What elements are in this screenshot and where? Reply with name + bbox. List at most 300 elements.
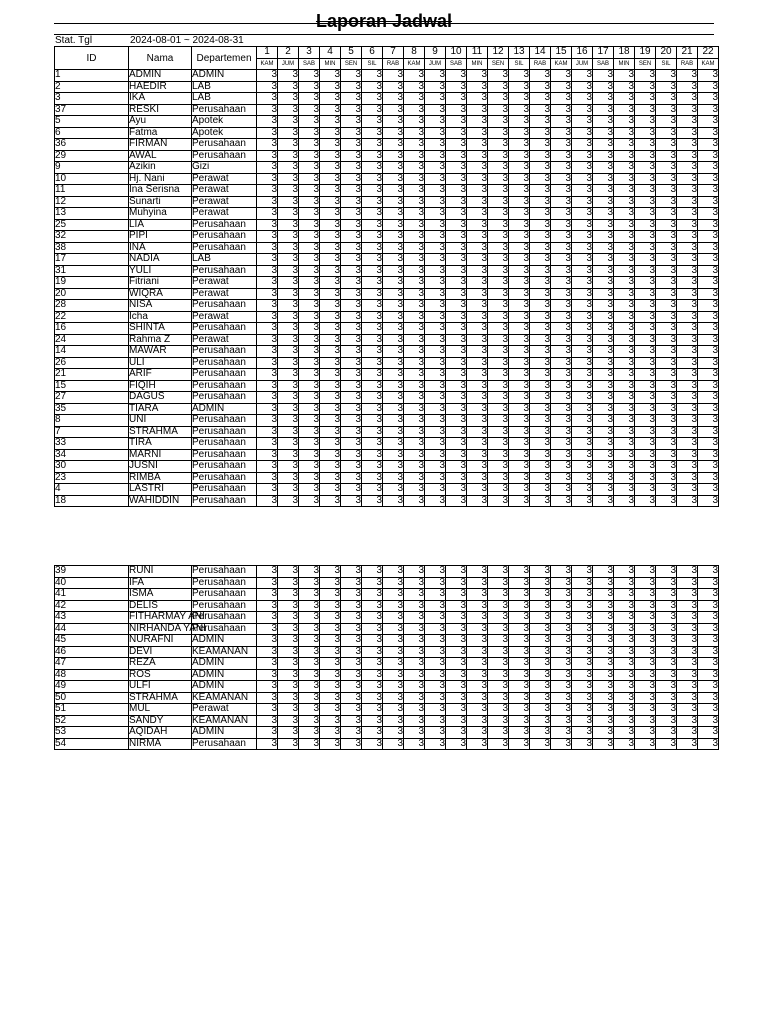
weekday-header: KAM <box>404 58 425 70</box>
shift-cell: 3 <box>698 116 719 128</box>
shift-cell: 3 <box>299 173 320 185</box>
table-row <box>55 346 719 358</box>
shift-cell: 3 <box>509 392 530 404</box>
shift-cell: 3 <box>299 715 320 727</box>
shift-cell: 3 <box>278 727 299 739</box>
shift-cell: 3 <box>320 612 341 624</box>
shift-cell: 3 <box>656 208 677 220</box>
shift-cell: 3 <box>362 669 383 681</box>
shift-cell: 3 <box>446 715 467 727</box>
department-cell: Perusahaan <box>192 589 257 601</box>
shift-cell: 3 <box>320 231 341 243</box>
department-cell: Perusahaan <box>192 612 257 624</box>
shift-cell: 3 <box>656 116 677 128</box>
shift-cell: 3 <box>677 162 698 174</box>
shift-cell: 3 <box>677 403 698 415</box>
shift-cell: 3 <box>320 300 341 312</box>
shift-cell: 3 <box>299 162 320 174</box>
shift-cell: 3 <box>341 139 362 151</box>
shift-cell: 3 <box>656 738 677 750</box>
shift-cell: 3 <box>320 219 341 231</box>
department-cell: Perusahaan <box>192 104 257 116</box>
shift-cell: 3 <box>698 357 719 369</box>
employee-name-cell: DEVI <box>129 646 192 658</box>
shift-cell: 3 <box>635 623 656 635</box>
table-row <box>55 288 719 300</box>
department-cell: KEAMANAN <box>192 715 257 727</box>
shift-cell: 3 <box>551 357 572 369</box>
shift-cell: 3 <box>467 219 488 231</box>
shift-cell: 3 <box>677 116 698 128</box>
shift-cell: 3 <box>467 403 488 415</box>
shift-cell: 3 <box>278 403 299 415</box>
shift-cell: 3 <box>341 612 362 624</box>
shift-cell: 3 <box>341 738 362 750</box>
employee-id-cell: 16 <box>55 323 129 335</box>
shift-cell: 3 <box>383 300 404 312</box>
shift-cell: 3 <box>656 484 677 496</box>
shift-cell: 3 <box>488 116 509 128</box>
shift-cell: 3 <box>320 346 341 358</box>
shift-cell: 3 <box>635 127 656 139</box>
shift-cell: 3 <box>362 727 383 739</box>
department-cell: Perusahaan <box>192 139 257 151</box>
shift-cell: 3 <box>530 81 551 93</box>
day-number-header: 19 <box>635 47 656 59</box>
shift-cell: 3 <box>299 116 320 128</box>
shift-cell: 3 <box>362 715 383 727</box>
shift-cell: 3 <box>530 472 551 484</box>
shift-cell: 3 <box>488 646 509 658</box>
shift-cell: 3 <box>425 357 446 369</box>
table-row <box>55 415 719 427</box>
shift-cell: 3 <box>467 658 488 670</box>
shift-cell: 3 <box>467 162 488 174</box>
shift-cell: 3 <box>572 81 593 93</box>
table-row <box>55 116 719 128</box>
shift-cell: 3 <box>446 254 467 266</box>
shift-cell: 3 <box>362 380 383 392</box>
shift-cell: 3 <box>530 185 551 197</box>
shift-cell: 3 <box>509 231 530 243</box>
shift-cell: 3 <box>614 646 635 658</box>
shift-cell: 3 <box>530 208 551 220</box>
shift-cell: 3 <box>404 472 425 484</box>
shift-cell: 3 <box>698 472 719 484</box>
table-row <box>55 566 719 578</box>
day-number-header: 20 <box>656 47 677 59</box>
shift-cell: 3 <box>257 196 278 208</box>
shift-cell: 3 <box>362 392 383 404</box>
shift-cell: 3 <box>278 704 299 716</box>
employee-id-cell: 15 <box>55 380 129 392</box>
shift-cell: 3 <box>257 727 278 739</box>
shift-cell: 3 <box>593 323 614 335</box>
shift-cell: 3 <box>530 577 551 589</box>
shift-cell: 3 <box>257 323 278 335</box>
day-number-header: 18 <box>614 47 635 59</box>
shift-cell: 3 <box>530 623 551 635</box>
employee-id-cell: 28 <box>55 300 129 312</box>
shift-cell: 3 <box>593 692 614 704</box>
period-label: Stat. Tgl <box>55 35 93 46</box>
shift-cell: 3 <box>299 692 320 704</box>
employee-id-cell: 43 <box>55 612 129 624</box>
shift-cell: 3 <box>614 623 635 635</box>
shift-cell: 3 <box>572 357 593 369</box>
shift-cell: 3 <box>530 116 551 128</box>
shift-cell: 3 <box>446 589 467 601</box>
shift-cell: 3 <box>341 265 362 277</box>
shift-cell: 3 <box>362 449 383 461</box>
shift-cell: 3 <box>341 392 362 404</box>
shift-cell: 3 <box>593 288 614 300</box>
shift-cell: 3 <box>299 369 320 381</box>
shift-cell: 3 <box>446 612 467 624</box>
shift-cell: 3 <box>257 219 278 231</box>
shift-cell: 3 <box>383 681 404 693</box>
weekday-header: SEN <box>341 58 362 70</box>
table-row <box>55 219 719 231</box>
shift-cell: 3 <box>698 288 719 300</box>
shift-cell: 3 <box>509 185 530 197</box>
shift-cell: 3 <box>677 426 698 438</box>
day-number-header: 11 <box>467 47 488 59</box>
shift-cell: 3 <box>593 334 614 346</box>
shift-cell: 3 <box>299 484 320 496</box>
shift-cell: 3 <box>446 242 467 254</box>
shift-cell: 3 <box>551 208 572 220</box>
shift-cell: 3 <box>635 495 656 507</box>
employee-name-cell: Sunarti <box>129 196 192 208</box>
employee-name-cell: MARNI <box>129 449 192 461</box>
shift-cell: 3 <box>467 704 488 716</box>
shift-cell: 3 <box>635 196 656 208</box>
shift-cell: 3 <box>614 173 635 185</box>
department-cell: Perusahaan <box>192 392 257 404</box>
shift-cell: 3 <box>488 265 509 277</box>
shift-cell: 3 <box>341 727 362 739</box>
employee-name-cell: ISMA <box>129 589 192 601</box>
shift-cell: 3 <box>425 265 446 277</box>
shift-cell: 3 <box>698 415 719 427</box>
table-row <box>55 208 719 220</box>
weekday-header: SEN <box>488 58 509 70</box>
shift-cell: 3 <box>488 403 509 415</box>
shift-cell: 3 <box>614 727 635 739</box>
table-row <box>55 658 719 670</box>
weekday-header: RAB <box>530 58 551 70</box>
employee-name-cell: FIQIH <box>129 380 192 392</box>
shift-cell: 3 <box>383 438 404 450</box>
shift-cell: 3 <box>383 658 404 670</box>
shift-cell: 3 <box>446 577 467 589</box>
shift-cell: 3 <box>656 623 677 635</box>
shift-cell: 3 <box>656 380 677 392</box>
shift-cell: 3 <box>404 426 425 438</box>
shift-cell: 3 <box>362 311 383 323</box>
shift-cell: 3 <box>467 715 488 727</box>
shift-cell: 3 <box>698 669 719 681</box>
shift-cell: 3 <box>488 311 509 323</box>
employee-id-cell: 4 <box>55 484 129 496</box>
shift-cell: 3 <box>278 623 299 635</box>
shift-cell: 3 <box>677 392 698 404</box>
shift-cell: 3 <box>404 484 425 496</box>
shift-cell: 3 <box>425 139 446 151</box>
shift-cell: 3 <box>677 242 698 254</box>
shift-cell: 3 <box>278 692 299 704</box>
shift-cell: 3 <box>572 449 593 461</box>
shift-cell: 3 <box>614 612 635 624</box>
shift-cell: 3 <box>488 738 509 750</box>
shift-cell: 3 <box>635 288 656 300</box>
shift-cell: 3 <box>467 265 488 277</box>
shift-cell: 3 <box>698 93 719 105</box>
shift-cell: 3 <box>446 346 467 358</box>
shift-cell: 3 <box>446 311 467 323</box>
shift-cell: 3 <box>593 669 614 681</box>
employee-name-cell: ARIF <box>129 369 192 381</box>
shift-cell: 3 <box>530 277 551 289</box>
employee-id-cell: 10 <box>55 173 129 185</box>
shift-cell: 3 <box>299 346 320 358</box>
shift-cell: 3 <box>488 566 509 578</box>
shift-cell: 3 <box>635 323 656 335</box>
shift-cell: 3 <box>299 334 320 346</box>
shift-cell: 3 <box>257 380 278 392</box>
employee-name-cell: FITHARMAY ANI <box>129 611 205 623</box>
shift-cell: 3 <box>614 669 635 681</box>
shift-cell: 3 <box>656 681 677 693</box>
shift-cell: 3 <box>509 346 530 358</box>
shift-cell: 3 <box>425 681 446 693</box>
table-row <box>55 254 719 266</box>
shift-cell: 3 <box>614 311 635 323</box>
employee-name-cell: DAGUS <box>129 392 192 404</box>
shift-cell: 3 <box>257 265 278 277</box>
shift-cell: 3 <box>551 93 572 105</box>
shift-cell: 3 <box>677 288 698 300</box>
shift-cell: 3 <box>677 566 698 578</box>
shift-cell: 3 <box>656 704 677 716</box>
shift-cell: 3 <box>257 93 278 105</box>
weekday-header: JUM <box>278 58 299 70</box>
weekday-header: SAB <box>446 58 467 70</box>
shift-cell: 3 <box>467 231 488 243</box>
shift-cell: 3 <box>530 369 551 381</box>
shift-cell: 3 <box>593 727 614 739</box>
employee-name-cell: NISA <box>129 300 192 312</box>
shift-cell: 3 <box>320 196 341 208</box>
shift-cell: 3 <box>425 415 446 427</box>
shift-cell: 3 <box>677 185 698 197</box>
shift-cell: 3 <box>488 81 509 93</box>
shift-cell: 3 <box>635 472 656 484</box>
table-row <box>55 70 719 82</box>
shift-cell: 3 <box>677 357 698 369</box>
shift-cell: 3 <box>320 681 341 693</box>
shift-cell: 3 <box>698 681 719 693</box>
shift-cell: 3 <box>299 311 320 323</box>
department-cell: Perawat <box>192 288 257 300</box>
table-row <box>55 380 719 392</box>
shift-cell: 3 <box>530 254 551 266</box>
shift-cell: 3 <box>404 116 425 128</box>
day-number-header: 4 <box>320 47 341 59</box>
shift-cell: 3 <box>446 484 467 496</box>
shift-cell: 3 <box>278 277 299 289</box>
shift-cell: 3 <box>467 495 488 507</box>
shift-cell: 3 <box>593 265 614 277</box>
shift-cell: 3 <box>320 150 341 162</box>
shift-cell: 3 <box>404 600 425 612</box>
shift-cell: 3 <box>593 623 614 635</box>
shift-cell: 3 <box>467 346 488 358</box>
shift-cell: 3 <box>551 288 572 300</box>
shift-cell: 3 <box>278 438 299 450</box>
shift-cell: 3 <box>551 300 572 312</box>
shift-cell: 3 <box>656 139 677 151</box>
employee-id-cell: 6 <box>55 127 129 139</box>
shift-cell: 3 <box>362 415 383 427</box>
department-cell: ADMIN <box>192 669 257 681</box>
department-cell: Perusahaan <box>192 369 257 381</box>
shift-cell: 3 <box>467 139 488 151</box>
employee-id-cell: 34 <box>55 449 129 461</box>
shift-cell: 3 <box>446 116 467 128</box>
employee-id-cell: 19 <box>55 277 129 289</box>
shift-cell: 3 <box>572 727 593 739</box>
shift-cell: 3 <box>572 566 593 578</box>
shift-cell: 3 <box>698 380 719 392</box>
shift-cell: 3 <box>257 704 278 716</box>
shift-cell: 3 <box>572 208 593 220</box>
shift-cell: 3 <box>551 139 572 151</box>
shift-cell: 3 <box>677 139 698 151</box>
shift-cell: 3 <box>404 589 425 601</box>
department-cell: Perusahaan <box>192 231 257 243</box>
shift-cell: 3 <box>341 600 362 612</box>
shift-cell: 3 <box>614 196 635 208</box>
shift-cell: 3 <box>404 231 425 243</box>
shift-cell: 3 <box>593 81 614 93</box>
shift-cell: 3 <box>677 265 698 277</box>
shift-cell: 3 <box>572 369 593 381</box>
shift-cell: 3 <box>551 577 572 589</box>
department-cell: Perawat <box>192 173 257 185</box>
day-number-header: 9 <box>425 47 446 59</box>
shift-cell: 3 <box>341 589 362 601</box>
shift-cell: 3 <box>677 70 698 82</box>
shift-cell: 3 <box>509 357 530 369</box>
shift-cell: 3 <box>656 635 677 647</box>
shift-cell: 3 <box>425 288 446 300</box>
shift-cell: 3 <box>278 231 299 243</box>
table-row <box>55 438 719 450</box>
shift-cell: 3 <box>614 70 635 82</box>
shift-cell: 3 <box>299 426 320 438</box>
shift-cell: 3 <box>530 173 551 185</box>
shift-cell: 3 <box>698 173 719 185</box>
shift-cell: 3 <box>698 426 719 438</box>
shift-cell: 3 <box>278 162 299 174</box>
shift-cell: 3 <box>614 415 635 427</box>
table-row <box>55 600 719 612</box>
shift-cell: 3 <box>530 727 551 739</box>
shift-cell: 3 <box>530 334 551 346</box>
shift-cell: 3 <box>698 300 719 312</box>
shift-cell: 3 <box>509 277 530 289</box>
shift-cell: 3 <box>257 277 278 289</box>
shift-cell: 3 <box>278 254 299 266</box>
shift-cell: 3 <box>488 658 509 670</box>
department-cell: Perusahaan <box>192 577 257 589</box>
shift-cell: 3 <box>698 623 719 635</box>
shift-cell: 3 <box>383 472 404 484</box>
employee-id-cell: 40 <box>55 577 129 589</box>
shift-cell: 3 <box>614 426 635 438</box>
shift-cell: 3 <box>677 715 698 727</box>
shift-cell: 3 <box>299 600 320 612</box>
shift-cell: 3 <box>299 242 320 254</box>
shift-cell: 3 <box>425 369 446 381</box>
shift-cell: 3 <box>446 392 467 404</box>
shift-cell: 3 <box>488 380 509 392</box>
shift-cell: 3 <box>341 495 362 507</box>
shift-cell: 3 <box>341 635 362 647</box>
shift-cell: 3 <box>341 231 362 243</box>
shift-cell: 3 <box>509 472 530 484</box>
day-number-header: 6 <box>362 47 383 59</box>
shift-cell: 3 <box>530 658 551 670</box>
employee-name-cell: MUL <box>129 704 192 716</box>
shift-cell: 3 <box>572 311 593 323</box>
shift-cell: 3 <box>467 681 488 693</box>
shift-cell: 3 <box>551 566 572 578</box>
shift-cell: 3 <box>278 81 299 93</box>
shift-cell: 3 <box>551 612 572 624</box>
shift-cell: 3 <box>551 104 572 116</box>
shift-cell: 3 <box>509 139 530 151</box>
shift-cell: 3 <box>593 403 614 415</box>
shift-cell: 3 <box>362 623 383 635</box>
shift-cell: 3 <box>698 265 719 277</box>
shift-cell: 3 <box>299 704 320 716</box>
shift-cell: 3 <box>425 495 446 507</box>
shift-cell: 3 <box>299 415 320 427</box>
shift-cell: 3 <box>341 369 362 381</box>
day-number-header: 10 <box>446 47 467 59</box>
shift-cell: 3 <box>656 600 677 612</box>
shift-cell: 3 <box>635 231 656 243</box>
shift-cell: 3 <box>677 311 698 323</box>
shift-cell: 3 <box>278 334 299 346</box>
shift-cell: 3 <box>551 461 572 473</box>
shift-cell: 3 <box>341 150 362 162</box>
employee-id-cell: 42 <box>55 600 129 612</box>
shift-cell: 3 <box>467 635 488 647</box>
shift-cell: 3 <box>341 173 362 185</box>
shift-cell: 3 <box>551 231 572 243</box>
shift-cell: 3 <box>551 635 572 647</box>
shift-cell: 3 <box>656 426 677 438</box>
shift-cell: 3 <box>551 70 572 82</box>
shift-cell: 3 <box>320 438 341 450</box>
shift-cell: 3 <box>551 438 572 450</box>
shift-cell: 3 <box>509 738 530 750</box>
shift-cell: 3 <box>362 635 383 647</box>
